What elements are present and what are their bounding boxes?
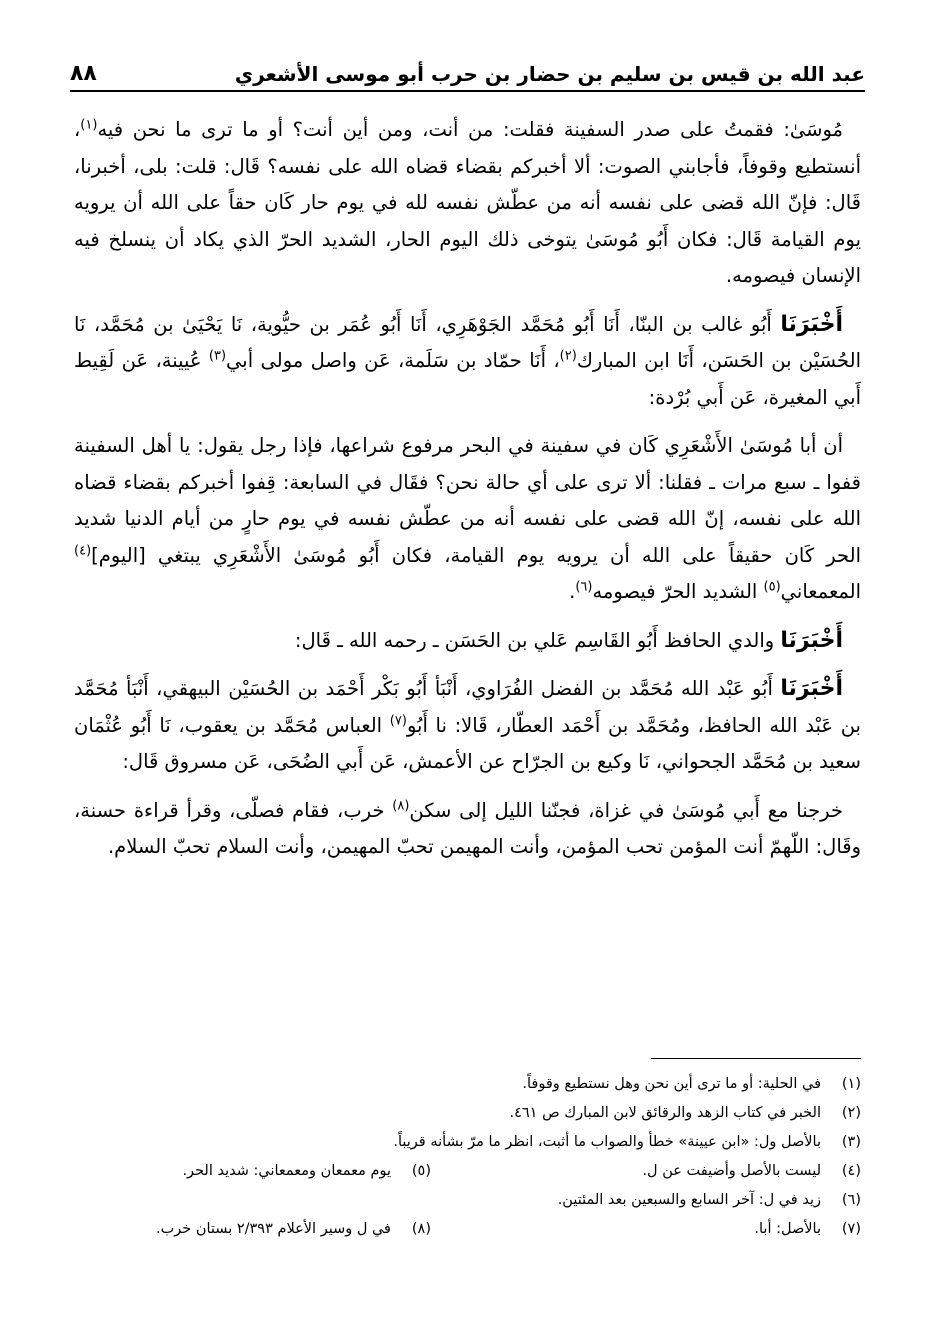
footnote-number: (٥)	[411, 1163, 431, 1179]
paragraph-text: ، أَنَا حمّاد بن سَلَمة، عَن واصل مولى أبي	[226, 349, 560, 372]
page-number: ٨٨	[70, 61, 97, 86]
chain-lead-word: أَخْبَرَنَا	[780, 311, 843, 337]
footnote-ref: (٦)	[575, 579, 593, 595]
footnote-4	[431, 1157, 861, 1186]
paragraph-text: الشديد الحرّ فيصومه	[592, 580, 764, 603]
footnote-ref: (٣)	[208, 348, 227, 364]
chain-lead-word: أَخْبَرَنَا	[780, 627, 843, 653]
footnote-number: (٣)	[841, 1134, 861, 1150]
running-head	[70, 52, 865, 86]
footnote-2	[74, 1099, 861, 1128]
footnote-text: يوم معمعان ومعمعاني: شديد الحر.	[182, 1163, 391, 1179]
paragraph-text: أَبُو عَبْد الله مُحَمَّد بن الفضل الفُرَاوي، أَنْبَأ أَبُو بَكْر أَحْمَد بن الحُسَيْن البيهقي، أَنْبَأ مُحَمَّد بن عَبْد الله الحافظ، ومُحَمَّد بن أَحْمَد العطّار، قَالا: نا أَبُو	[74, 677, 861, 737]
paragraph-text: .	[569, 580, 576, 603]
paragraph-3	[74, 428, 861, 611]
footnote-8	[156, 1215, 431, 1244]
footnote-1	[74, 1070, 861, 1099]
running-title: عبد الله بن قيس بن سليم بن حضار بن حرب أبو موسى الأشعري	[234, 62, 865, 86]
footnote-ref: (٨)	[392, 798, 410, 813]
footnote-number: (٦)	[841, 1192, 861, 1208]
footnote-text: بالأصل: أبا.	[754, 1221, 821, 1237]
footnote-number: (٨)	[411, 1221, 431, 1237]
footnote-number: (١)	[841, 1076, 861, 1092]
footnote-text: ليست بالأصل وأضيفت عن ل.	[642, 1163, 821, 1179]
paragraph-4	[74, 623, 861, 660]
footnote-7	[431, 1215, 861, 1244]
paragraph-text: ، أنستطيع وقوفاً، فأجابني الصوت: ألا أخبركم بقضاء قضاه الله على نفسه؟ قَال: قلت: بلى، أخبرنا، قَال: فإنّ الله قضى على نفسه أنه من عطّش نفسه لله في يوم حار كَان حقاً على الله أن يرويه يوم القيامة قَال: فكان أَبُو مُوسَىٰ يتوخى ذلك اليوم الحار، الشديد الحرّ الذي يكاد أن ينسلخ فيه الإنسان فيصومه.	[74, 118, 861, 287]
footnote-ref: (٤)	[74, 543, 92, 558]
paragraph-2	[74, 307, 861, 417]
footnote-text: الخبر في كتاب الزهد والرقائق لابن المبارك ص ٤٦١.	[509, 1105, 821, 1121]
paragraph-text: العباس مُحَمَّد بن يعقوب، نَا أَبُو عُثْمَان سعيد بن مُحَمَّد الجحواني، نَا وكيع بن الجرّاح عن الأعمش، عَن أَبي الضُحَى، عَن مسروق قَال:	[74, 713, 861, 773]
header-rule	[70, 90, 865, 92]
paragraph-text: أَبُو غالب بن البنّا، أَنَا أَبُو مُحَمَّد الجَوْهَرِي، أَنَا أَبُو عُمَر بن حيُّوية، نَا يَحْيَىٰ بن مُحَمَّد، نَا الحُسَيْن بن الحَسَن، أَنَا ابن المبارك	[74, 312, 861, 372]
footnote-ref: (١)	[80, 117, 98, 133]
paragraph-text: أن أبا مُوسَىٰ الأَشْعَرِي كَان في سفينة في البحر مرفوع شراعها، فإذا رجل يقول: يا أهل السفينة قفوا ـ سبع مرات ـ فقلنا: ألا ترى على أي حالة نحن؟ فقَال في السابعة: قِفوا أخبركم بقضاء قضاه الله على نفسه، إنّ الله قضى على نفسه أنه من عطّش نفسه في يوم حارٍ من أيام الدنيا شديد الحر كَان حقيقاً على الله أن يرويه يوم القيامة، فكان أَبُو مُوسَىٰ الأَشْعَرِي يبتغي [اليوم]	[74, 434, 861, 567]
paragraph-text: المعمعاني	[780, 580, 861, 603]
footnote-5	[182, 1157, 431, 1186]
paragraph-6	[74, 793, 861, 866]
main-text	[74, 112, 861, 878]
footnote-number: (٧)	[841, 1221, 861, 1237]
footnote-6	[74, 1186, 861, 1215]
footnote-ref: (٧)	[389, 713, 407, 728]
footnotes	[74, 1070, 861, 1244]
footnote-number: (٤)	[841, 1163, 861, 1179]
footnote-ref: (٥)	[763, 579, 781, 595]
paragraph-text: خرب، فقام فصلّى، وقرأ قراءة حسنة، وقَال: اللّهمّ أنت المؤمن تحب المؤمن، وأنت المهيمن تحبّ المهيمن، وأنت السلام تحبّ السلام.	[74, 798, 861, 858]
footnote-text: زيد في ل: آخر السابع والسبعين بعد المئتين.	[557, 1192, 821, 1208]
paragraph-text: عُيينة، عَن لَقِيط أَبي المغيرة، عَن أَبي بُرْدة:	[74, 349, 861, 409]
footnote-text: في ل وسير الأعلام ٢/٣٩٣ بستان خرب.	[155, 1221, 391, 1237]
paragraph-text: خرجنا مع أَبي مُوسَىٰ في غزاة، فجنّنا الليل إلى سكن	[409, 798, 843, 822]
paragraph-5	[74, 671, 861, 781]
footnote-text: بالأصل ول: «ابن عيينة» خطأ والصواب ما أثبت، انظر ما مرّ بشأنه قريباً.	[393, 1134, 821, 1150]
paragraph-1	[74, 112, 861, 295]
footnote-4-5	[74, 1157, 861, 1186]
footnote-separator	[651, 1058, 861, 1059]
paragraph-text: والدي الحافظ أَبُو القَاسِم عَلي بن الحَسَن ـ رحمه الله ـ قَال:	[294, 628, 781, 652]
chain-lead-word: أَخْبَرَنَا	[780, 676, 843, 701]
paragraph-text: مُوسَىٰ: فقمتُ على صدر السفينة فقلت: من أنت، ومن أين أنت؟ أو ما ترى ما نحن فيه	[97, 118, 843, 141]
footnote-3	[74, 1128, 861, 1157]
footnote-text: في الحلية: أو ما ترى أين نحن وهل نستطيع وقوفاً.	[522, 1076, 821, 1092]
footnote-ref: (٢)	[559, 348, 577, 364]
footnote-7-8	[74, 1215, 861, 1244]
footnote-number: (٢)	[841, 1105, 861, 1121]
